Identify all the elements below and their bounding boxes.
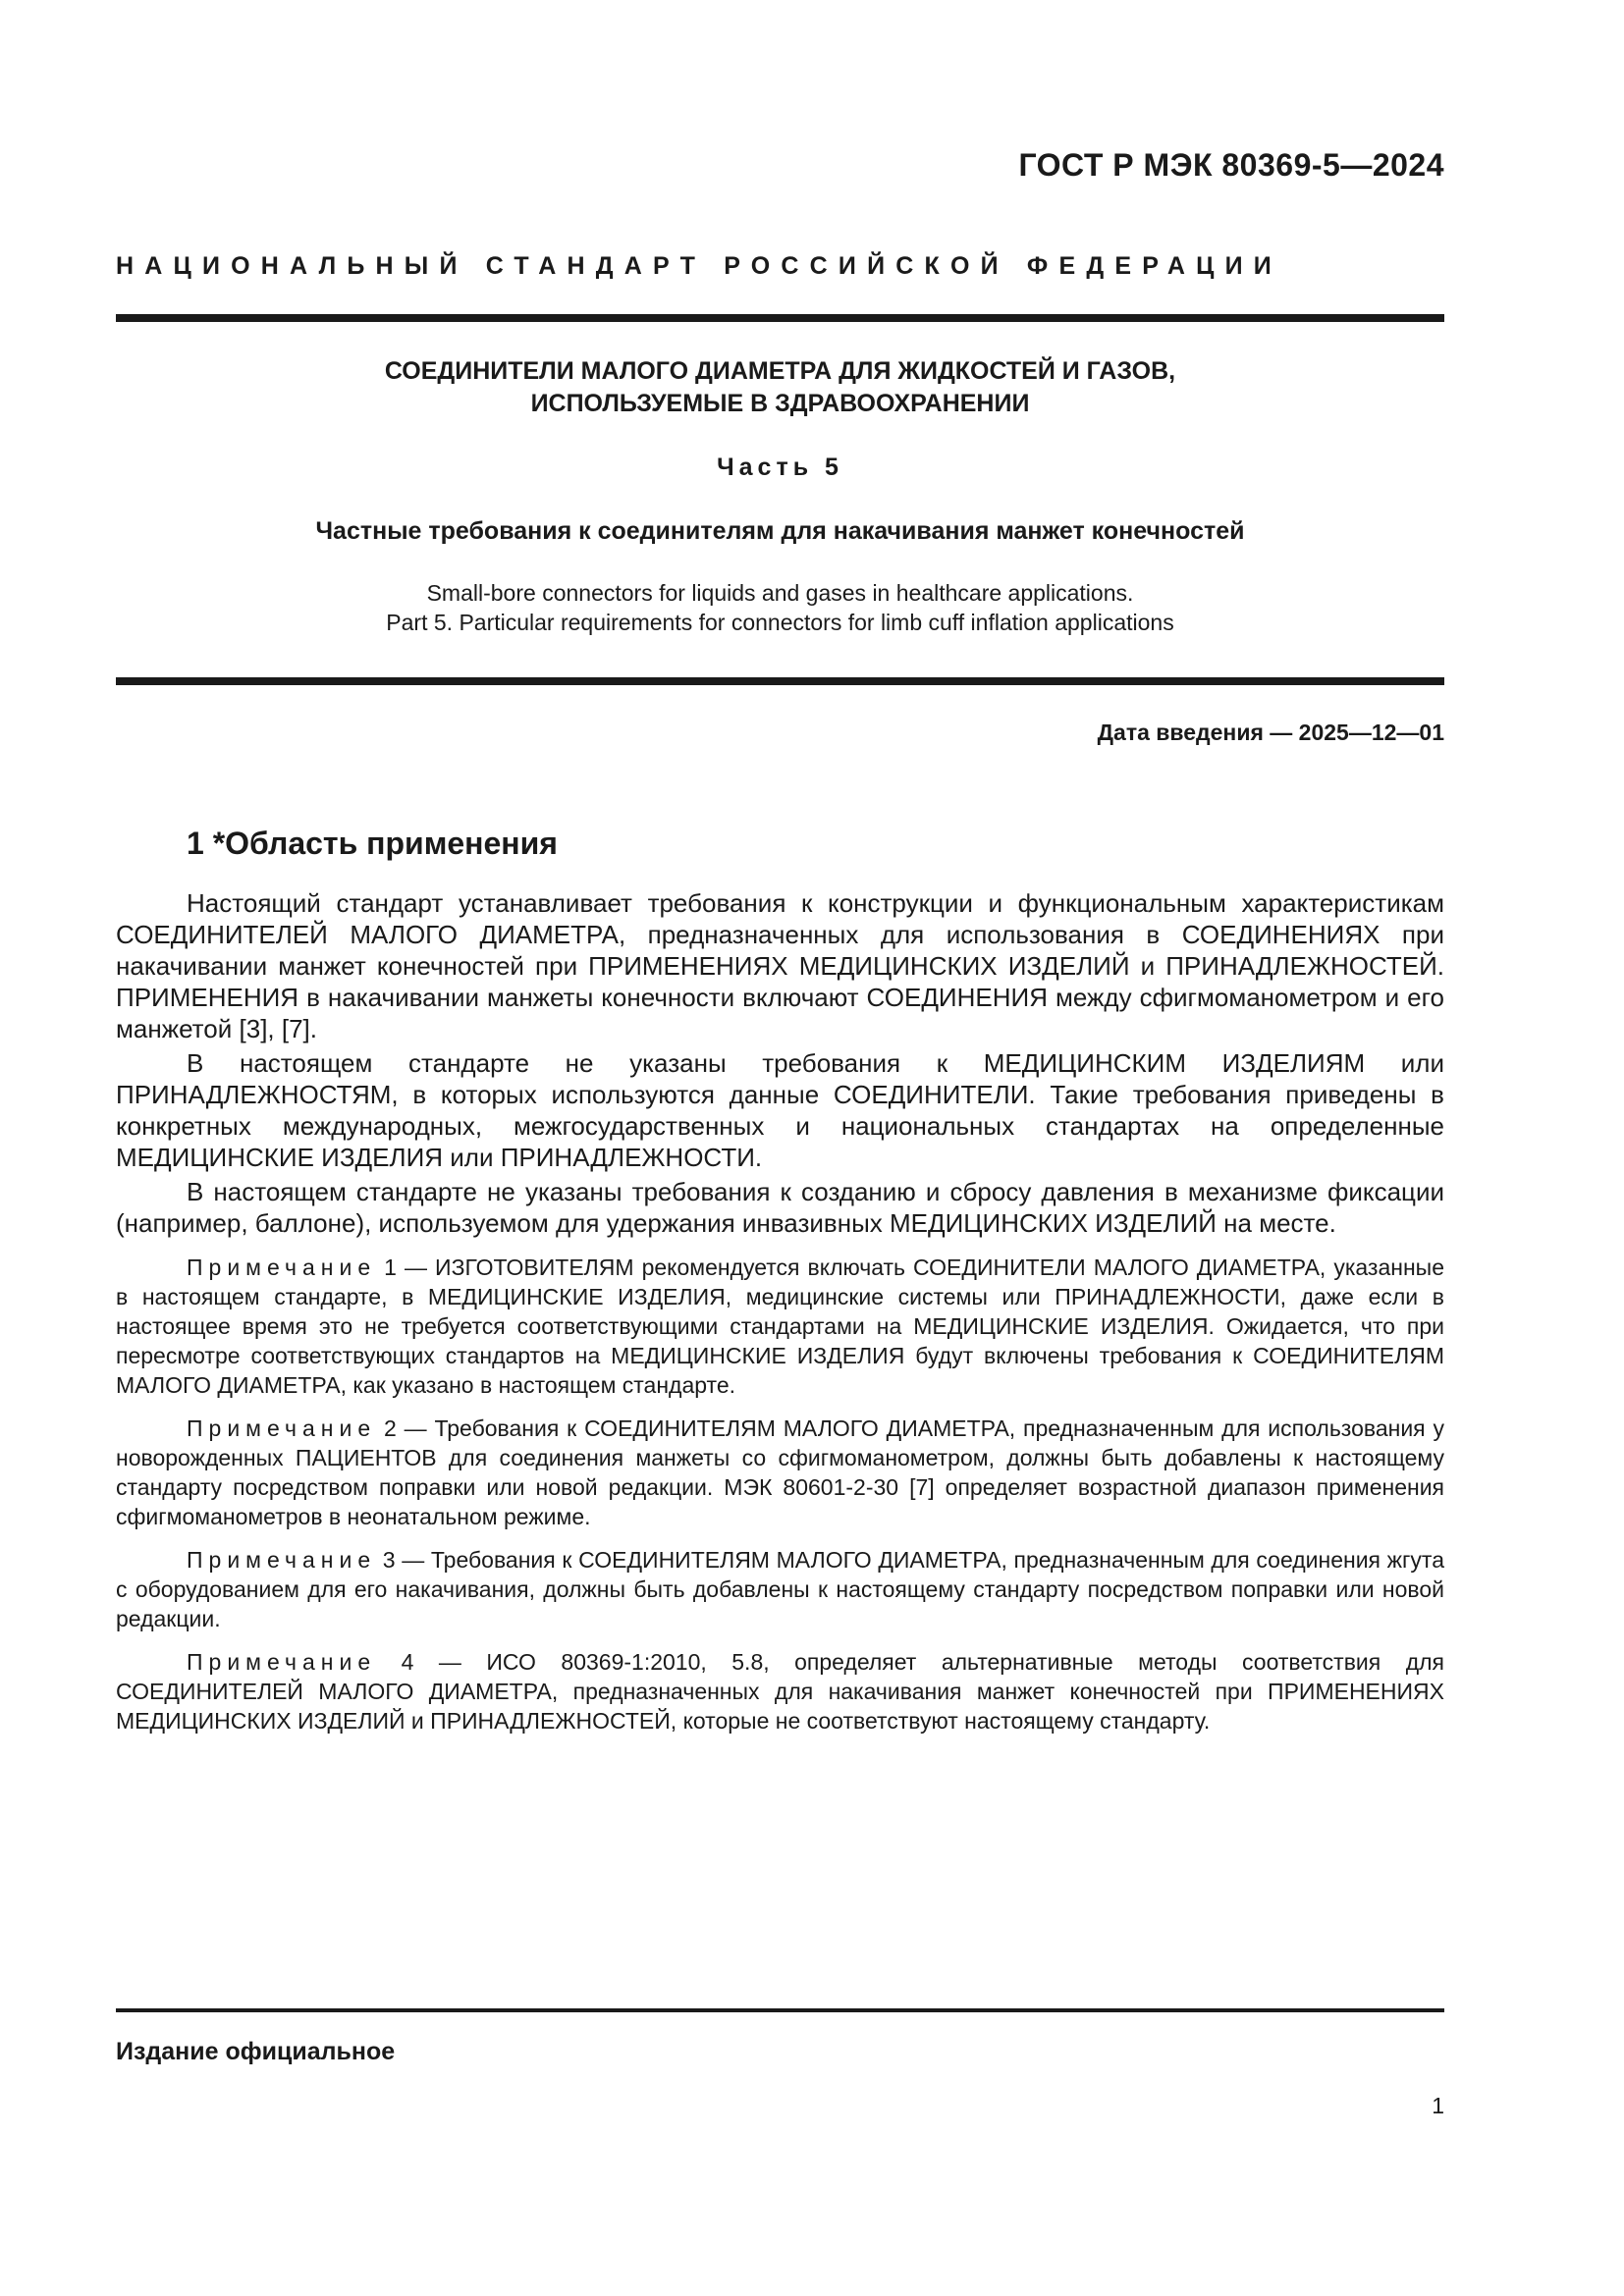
note <box>116 1414 1444 1531</box>
paragraph: В настоящем стандарте не указаны требования к МЕДИЦИНСКИМ ИЗДЕЛИЯМ или ПРИНАДЛЕЖНОСТЯМ, в которых используются данные СОЕДИНИТЕЛИ. Такие требования приведены в конкретных международных, межгосударственных и национальных стандартах на определенные МЕДИЦИНСКИЕ ИЗДЕЛИЯ или ПРИНАДЛЕЖНОСТИ. <box>116 1048 1444 1172</box>
section-body <box>116 887 1444 1735</box>
page-number: 1 <box>1432 2093 1444 2118</box>
title-line-2: ИСПОЛЬЗУЕМЫЕ В ЗДРАВООХРАНЕНИИ <box>530 390 1030 417</box>
note <box>116 1545 1444 1633</box>
section-heading: 1 *Область применения <box>187 826 558 861</box>
note <box>116 1253 1444 1400</box>
footer-divider <box>116 2008 1444 2012</box>
english-title-line-2: Part 5. Particular requirements for connectors for limb cuff inflation applications <box>386 610 1174 635</box>
note-text: 2 — Требования к СОЕДИНИТЕЛЯМ МАЛОГО ДИАМЕТРА, предназначенным для использования у новорожденных ПАЦИЕНТОВ для соединения манжеты со сфигмоманометром, должны быть добавлены к настоящему стандарту посредством поправки или новой редакции. МЭК 80601-2-30 [7] определяет возрастной диапазон применения сфигмоманометров в неонатальном режиме. <box>116 1415 1444 1529</box>
english-title <box>116 578 1444 637</box>
note-text: 1 — ИЗГОТОВИТЕЛЯМ рекомендуется включать СОЕДИНИТЕЛИ МАЛОГО ДИАМЕТРА, указанные в настоящем стандарте, в МЕДИЦИНСКИЕ ИЗДЕЛИЯ, медицинские системы или ПРИНАДЛЕЖНОСТИ, даже если в настоящее время это не требуется соответствующими стандартами на МЕДИЦИНСКИЕ ИЗДЕЛИЯ. Ожидается, что при пересмотре соответствующих стандартов на МЕДИЦИНСКИЕ ИЗДЕЛИЯ будут включены требования к СОЕДИНИТЕЛЯМ МАЛОГО ДИАМЕТРА, как указано в настоящем стандарте. <box>116 1255 1444 1398</box>
note-text: 4 — ИСО 80369-1:2010, 5.8, определяет альтернативные методы соответствия для СОЕДИНИТЕЛЕЙ МАЛОГО ДИАМЕТРА, предназначенных для накачивания манжет конечностей при ПРИМЕНЕНИЯХ МЕДИЦИНСКИХ ИЗДЕЛИЙ и ПРИНАДЛЕЖНОСТЕЙ, которые не соответствуют настоящему стандарту. <box>116 1649 1444 1734</box>
paragraph: В настоящем стандарте не указаны требования к созданию и сбросу давления в механизме фиксации (например, баллоне), используемом для удержания инвазивных МЕДИЦИНСКИХ ИЗДЕЛИЙ на месте. <box>116 1177 1444 1238</box>
top-divider <box>116 314 1444 322</box>
note <box>116 1647 1444 1735</box>
title-divider <box>116 677 1444 685</box>
note-label: Примечание <box>187 1415 377 1441</box>
standard-number: ГОСТ Р МЭК 80369-5—2024 <box>1018 147 1444 183</box>
document-title <box>116 355 1444 420</box>
note-label: Примечание <box>187 1547 377 1573</box>
paragraph: Настоящий стандарт устанавливает требования к конструкции и функциональным характеристикам СОЕДИНИТЕЛЕЙ МАЛОГО ДИАМЕТРА, предназначенных для использования в СОЕДИНЕНИЯХ при накачивании манжет конечностей при ПРИМЕНЕНИЯХ МЕДИЦИНСКИХ ИЗДЕЛИЙ и ПРИНАДЛЕЖНОСТЕЙ. ПРИМЕНЕНИЯ в накачивании манжеты конечности включают СОЕДИНЕНИЯ между сфигмоманометром и его манжетой [3], [7]. <box>116 888 1444 1043</box>
note-text: 3 — Требования к СОЕДИНИТЕЛЯМ МАЛОГО ДИАМЕТРА, предназначенным для соединения жгута с оборудованием для его накачивания, должны быть добавлены к настоящему стандарту посредством поправки или новой редакции. <box>116 1547 1444 1631</box>
national-standard-banner: НАЦИОНАЛЬНЫЙ СТАНДАРТ РОССИЙСКОЙ ФЕДЕРАЦИИ <box>116 252 1282 280</box>
note-label: Примечание <box>187 1649 377 1675</box>
official-edition-label: Издание официальное <box>116 2038 396 2065</box>
english-title-line-1: Small-bore connectors for liquids and gases in healthcare applications. <box>426 580 1134 606</box>
part-label: Часть 5 <box>717 454 843 481</box>
introduction-date: Дата введения — 2025—12—01 <box>1097 720 1444 745</box>
part-subtitle: Частные требования к соединителям для накачивания манжет конечностей <box>315 517 1245 545</box>
note-label: Примечание <box>187 1255 377 1280</box>
title-line-1: СОЕДИНИТЕЛИ МАЛОГО ДИАМЕТРА ДЛЯ ЖИДКОСТЕЙ И ГАЗОВ, <box>384 357 1176 385</box>
